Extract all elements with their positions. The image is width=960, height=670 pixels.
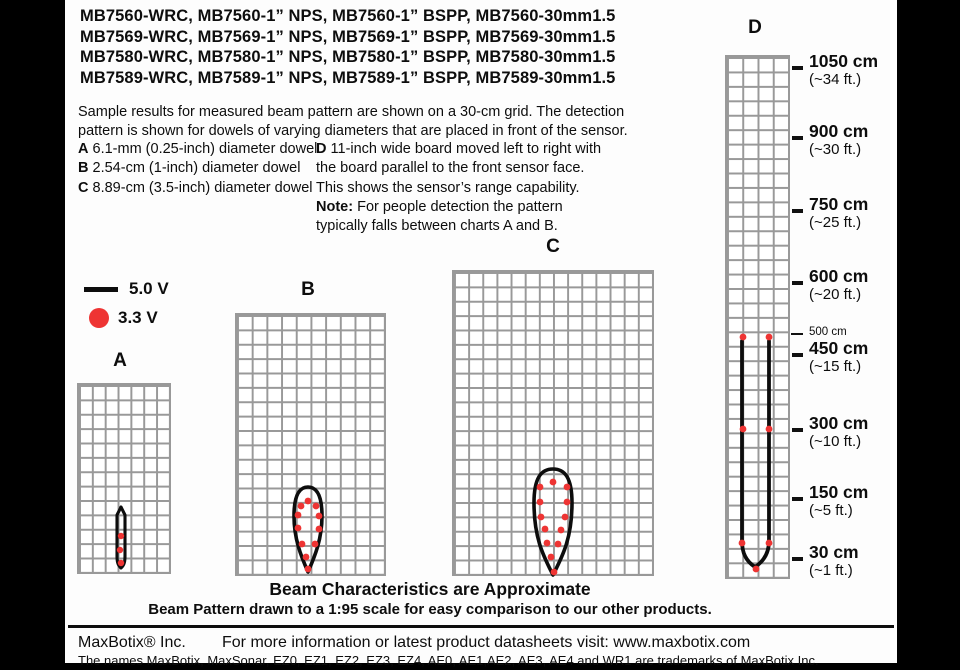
chart-c-grid bbox=[452, 270, 654, 576]
tick-ft-value: (~15 ft.) bbox=[809, 358, 862, 375]
dowel-key: A bbox=[78, 141, 89, 157]
tick-ft-value: (~1 ft.) bbox=[809, 562, 853, 579]
board-note-line: typically falls between charts A and B. bbox=[316, 218, 558, 235]
dowel-text: 6.1-mm (0.25-inch) diameter dowel bbox=[92, 141, 318, 157]
beam-characteristics-heading: Beam Characteristics are Approximate bbox=[269, 579, 591, 599]
note-label: Note: bbox=[316, 198, 354, 215]
axis-tick-label bbox=[809, 122, 868, 158]
tick-ft-value: (~34 ft.) bbox=[809, 71, 862, 88]
product-title-line: MB7589-WRC, MB7589-1” NPS, MB7589-1” BSPP, MB7589-30mm1.5 bbox=[80, 68, 616, 87]
beam-scale-note: Beam Pattern drawn to a 1:95 scale for easy comparison to our other products. bbox=[148, 601, 712, 618]
board-line: This shows the sensor’s range capability. bbox=[316, 179, 580, 196]
chart-a-grid bbox=[77, 383, 171, 574]
board-key: D bbox=[316, 141, 327, 157]
tick-ft-value: (~25 ft.) bbox=[809, 214, 862, 231]
note-text: For people detection the pattern bbox=[357, 198, 563, 215]
trademark-notice: The names MaxBotix, MaxSonar, EZ0, EZ1, EZ2, EZ3, EZ4, AE0, AE1,AE2, AE3, AE4 and WR1 are trademarks of MaxBotix Inc. bbox=[78, 653, 819, 668]
tick-cm-value: 500 cm bbox=[809, 326, 847, 338]
footer-divider bbox=[68, 625, 894, 628]
axis-tick bbox=[792, 557, 803, 561]
board-line: the board parallel to the front sensor face. bbox=[316, 160, 585, 177]
intro-line: pattern is shown for dowels of varying diameters that are placed in front of the sensor. bbox=[78, 122, 628, 139]
tick-cm-value: 750 cm bbox=[809, 194, 869, 214]
axis-tick-label bbox=[809, 195, 868, 231]
board-text: 11-inch wide board moved left to right with bbox=[330, 141, 602, 157]
axis-tick-label bbox=[809, 414, 868, 450]
tick-ft-value: (~5 ft.) bbox=[809, 502, 853, 519]
product-title-line: MB7560-WRC, MB7560-1” NPS, MB7560-1” BSPP, MB7560-30mm1.5 bbox=[80, 7, 616, 25]
tick-ft-value: (~10 ft.) bbox=[809, 433, 862, 450]
legend-5v-label: 5.0 V bbox=[129, 279, 169, 298]
tick-ft-value: (~30 ft.) bbox=[809, 141, 862, 158]
tick-cm-value: 450 cm bbox=[809, 338, 869, 358]
chart-d-label: D bbox=[748, 17, 762, 38]
dowel-text: 2.54-cm (1-inch) diameter dowel bbox=[92, 160, 301, 177]
legend-3v-label: 3.3 V bbox=[118, 308, 158, 327]
product-title-line: MB7569-WRC, MB7569-1” NPS, MB7569-1” BSPP, MB7569-30mm1.5 bbox=[80, 27, 616, 46]
axis-tick bbox=[792, 136, 803, 140]
axis-tick-label bbox=[809, 483, 868, 519]
axis-tick-label bbox=[809, 543, 859, 579]
tick-cm-value: 900 cm bbox=[809, 121, 869, 141]
axis-tick-label bbox=[809, 326, 847, 338]
axis-tick bbox=[792, 497, 803, 501]
tick-ft-value: (~20 ft.) bbox=[809, 286, 862, 303]
axis-tick bbox=[792, 66, 803, 70]
dowel-key: B bbox=[78, 160, 89, 177]
tick-cm-value: 300 cm bbox=[809, 413, 869, 433]
chart-b-grid bbox=[235, 313, 386, 576]
chart-d-grid bbox=[725, 55, 790, 579]
tick-cm-value: 600 cm bbox=[809, 266, 869, 286]
axis-tick bbox=[792, 209, 803, 213]
axis-tick-label bbox=[809, 52, 878, 88]
dowel-key: C bbox=[78, 179, 89, 196]
tick-cm-value: 30 cm bbox=[809, 542, 859, 562]
axis-tick-label bbox=[809, 339, 868, 375]
tick-cm-value: 150 cm bbox=[809, 482, 869, 502]
dowel-text: 8.89-cm (3.5-inch) diameter dowel bbox=[92, 179, 313, 196]
intro-line: Sample results for measured beam pattern are shown on a 30-cm grid. The detection bbox=[78, 104, 625, 120]
product-title-line: MB7580-WRC, MB7580-1” NPS, MB7580-1” BSPP, MB7580-30mm1.5 bbox=[80, 48, 616, 67]
company-name: MaxBotix® Inc. bbox=[78, 634, 186, 651]
footer-info-text: For more information or latest product datasheets visit: www.maxbotix.com bbox=[222, 634, 751, 651]
axis-tick bbox=[792, 281, 803, 285]
chart-c-label: C bbox=[546, 236, 560, 257]
axis-tick bbox=[792, 353, 803, 357]
chart-a-label: A bbox=[113, 350, 127, 371]
axis-tick bbox=[792, 428, 803, 432]
axis-tick-label bbox=[809, 267, 868, 303]
chart-b-label: B bbox=[301, 279, 315, 300]
tick-cm-value: 1050 cm bbox=[809, 51, 879, 71]
axis-tick bbox=[791, 333, 803, 335]
